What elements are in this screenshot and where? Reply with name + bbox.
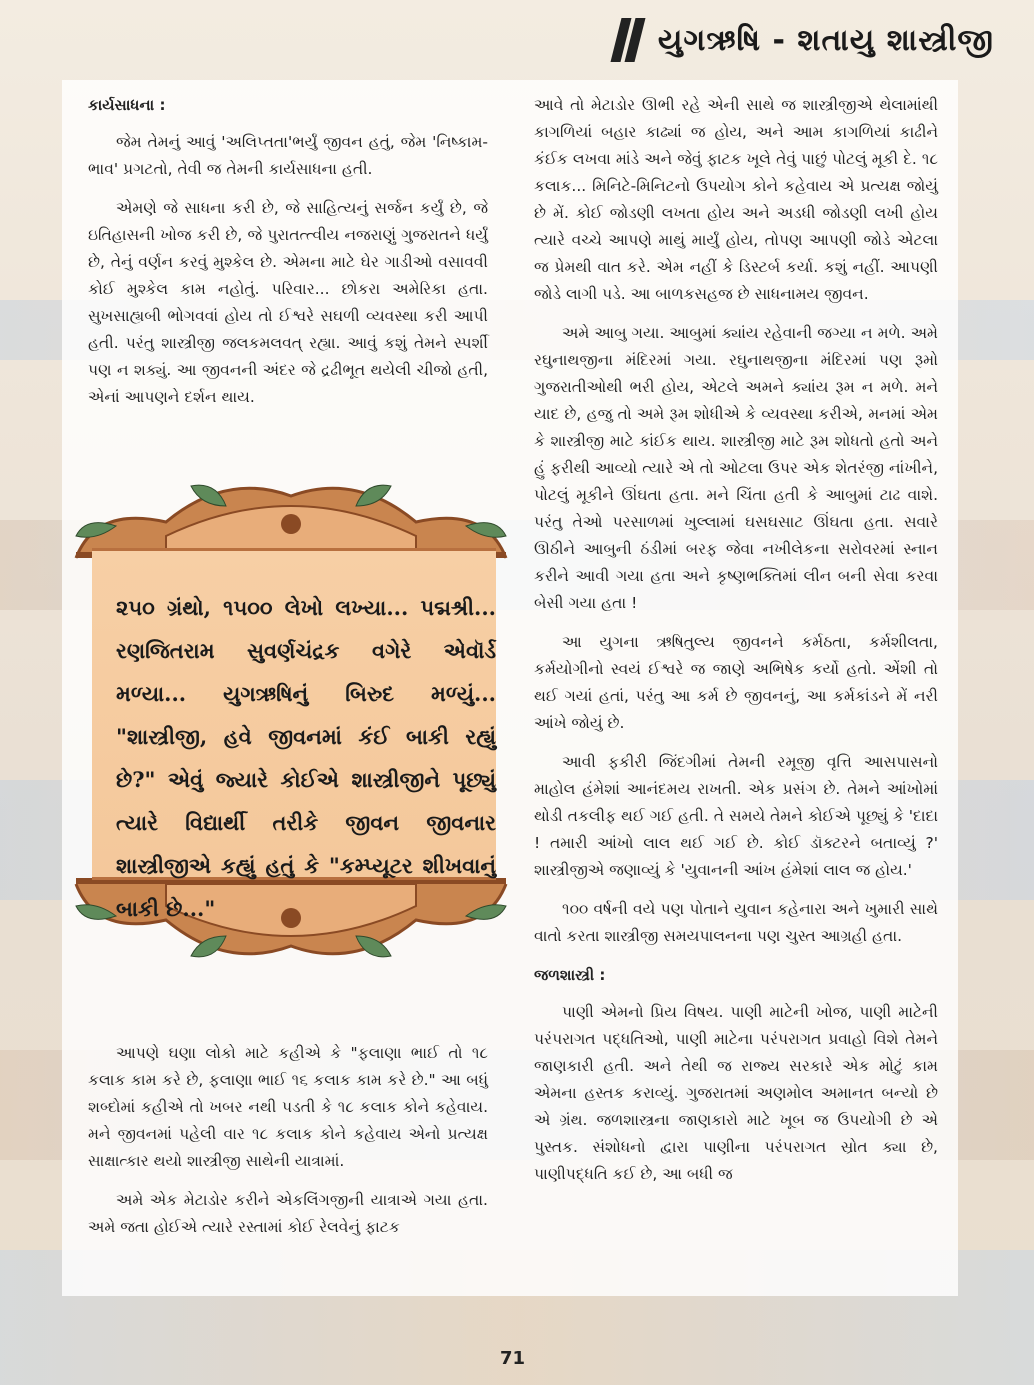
left-column-top <box>88 92 488 423</box>
page-header <box>616 12 994 68</box>
left-column-bottom <box>88 1040 488 1253</box>
paragraph: એમણે જે સાધના કરી છે, જે સાહિત્યનું સર્જન કર્યું છે, જે ઇતિહાસની ખોજ કરી છે, જે પુરાતત્ત્વીય નજરાણું ગુજરાતને ધર્યું છે, તેનું વર્ણન કરવું મુશ્કેલ છે. એમના માટે ઘેર ગાડીઓ વસાવવી કોઈ મુશ્કેલ કામ નહોતું. પરિવાર... છોકરા અમેરિકા હતા. સુખસાહ્યબી ભોગવવાં હોય તો ઈશ્વરે સઘળી વ્યવસ્થા કરી આપી હતી. પરંતુ શાસ્ત્રીજી જલકમલવત્ રહ્યા. આવું કશું તેમને સ્પર્શી પણ ન શક્યું. આ જીવનની અંદર જે દ્રઢીભૂત થયેલી ચીજો હતી, એનાં આપણને દર્શન થાય. <box>88 199 488 406</box>
paragraph: આપણે ઘણા લોકો માટે કહીએ કે "ફલાણા ભાઈ તો ૧૮ કલાક કામ કરે છે, ફલાણા ભાઈ ૧૬ કલાક કામ કરે છે." આ બધું શબ્દોમાં કહીએ તો ખબર નથી પડતી કે ૧૮ કલાક કોને કહેવાય. મને જીવનમાં પહેલી વાર ૧૮ કલાક કોને કહેવાય એનો પ્રત્યક્ષ સાક્ષાત્કાર થયો શાસ્ત્રીજી સાથેની યાત્રામાં. <box>88 1044 488 1170</box>
pull-quote-text: ૨૫૦ ગ્રંથો, ૧૫૦૦ લેખો લખ્યા... પદ્મશ્રી... રણજિતરામ સુવર્ણચંદ્રક વગેરે એવૉર્ડ મળ્યા... યુગઋષિનું બિરુદ મળ્યું... "શાસ્ત્રીજી, હવે જીવનમાં કંઈ બાકી રહ્યું છે?" એવું જ્યારે કોઈએ શાસ્ત્રીજીને પૂછ્યું ત્યારે વિદ્યાર્થી તરીકે જીવન જીવનાર શાસ્ત્રીજીએ કહ્યું હતું કે "કમ્પ્યૂટર શીખવાનું બાકી છે..." <box>116 595 496 921</box>
page-number: 71 <box>500 1348 526 1369</box>
top-center-knot <box>281 514 301 534</box>
right-column <box>534 92 938 1200</box>
header-title: યુગઋષિ - શતાયુ શાસ્ત્રીજી <box>657 22 994 58</box>
paragraph: આ યુગના ઋષિતુલ્ય જીવનને કર્મઠતા, કર્મશીલતા, કર્મયોગીનો સ્વયં ઈશ્વરે જ જાણે અભિષેક કર્યો હતો. એંશી તો થઈ ગયાં હતાં, પરંતુ આ કર્મ છે જીવનનું, આ કર્મકાંડને મેં નરી આંખે જોયું છે. <box>534 633 938 732</box>
section-heading-karyasadhana: કાર્યસાધના : <box>88 96 166 114</box>
paragraph: ૧૦૦ વર્ષની વયે પણ પોતાને યુવાન કહેનારા અને ખુમારી સાથે વાતો કરતા શાસ્ત્રીજી સમયપાલનના પણ ચુસ્ત આગ્રહી હતા. <box>534 900 938 945</box>
paragraph: જેમ તેમનું આવું 'અલિપ્તતા'ભર્યું જીવન હતું, જેમ 'નિષ્કામ-ભાવ' પ્રગટતો, તેવી જ તેમની કાર્યસાધના હતી. <box>88 133 488 178</box>
paragraph: આવી ફકીરી જિંદગીમાં તેમની રમૂજી વૃત્તિ આસપાસનો માહોલ હંમેશાં આનંદમય રાખતી. એક પ્રસંગ છે. તેમને આંખોમાં થોડી તકલીફ થઈ ગઈ હતી. તે સમયે તેમને કોઈએ પૂછ્યું કે 'દાદા ! તમારી આંખો લાલ થઈ ગઈ છે. કોઈ ડૉક્ટરને બતાવ્યું ?' શાસ્ત્રીજીએ જણાવ્યું કે 'યુવાનની આંખ હંમેશાં લાલ જ હોય.' <box>534 753 938 879</box>
paragraph: અમે એક મેટાડોર કરીને એકલિંગજીની યાત્રાએ ગયા હતા. અમે જતા હોઈએ ત્યારે રસ્તામાં કોઈ રેલવેનું ફાટક <box>88 1191 488 1236</box>
paragraph: આવે તો મેટાડોર ઊભી રહે એની સાથે જ શાસ્ત્રીજીએ થેલામાંથી કાગળિયાં બહાર કાઢ્યાં જ હોય, અને આમ કાગળિયાં કાઢીને કંઈક લખવા માંડે અને જેવું ફાટક ખૂલે તેવું પાછું પોટલું મૂકી દે. ૧૮ કલાક... મિનિટે-મિનિટનો ઉપયોગ કોને કહેવાય એ પ્રત્યક્ષ જોયું છે મેં. કોઈ જોડણી લખતા હોય અને અડધી જોડણી લખી હોય ત્યારે વચ્ચે આપણે માથું માર્યું હોય, તોપણ આપણી જોડે એટલા જ પ્રેમથી વાત કરે. એમ નહીં કે ડિસ્ટર્બ કર્યા. કશું નહીં. આપણી જોડે લાગી પડે. આ બાળકસહજ છે સાધનામય જીવન. <box>534 96 938 303</box>
header-bars-icon <box>616 18 640 62</box>
paragraph: અમે આબુ ગયા. આબુમાં ક્યાંય રહેવાની જગ્યા ન મળે. અમે રઘુનાથજીના મંદિરમાં ગયા. રઘુનાથજીના મંદિરમાં પણ રૂમો ગુજરાતીઓથી ભરી હોય, એટલે અમને ક્યાંય રૂમ ન મળે. મને યાદ છે, હજુ તો અમે રૂમ શોધીએ કે વ્યવસ્થા કરીએ, મનમાં એમ કે શાસ્ત્રીજી માટે કાંઈક થાય. શાસ્ત્રીજી માટે રૂમ શોધતો હતો અને હું ફરીથી આવ્યો ત્યારે એ તો ઓટલા ઉપર એક શેતરંજી નાંખીને, પોટલું મૂકીને ઊંઘતા હતા. મને ચિંતા હતી કે આબુમાં ટાઢ વાશે. પરંતુ તેઓ પરસાળમાં ખુલ્લામાં ઘસઘસાટ ઊંઘતા હતા. સવારે ઊઠીને આબુની ઠંડીમાં બરફ જેવા નખીલેકના સરોવરમાં સ્નાન કરીને આવી ગયા હતા અને કૃષ્ણભક્તિમાં લીન બની સેવા કરવા બેસી ગયા હતા ! <box>534 324 938 612</box>
paragraph: પાણી એમનો પ્રિય વિષય. પાણી માટેની ખોજ, પાણી માટેની પરંપરાગત પદ્ધતિઓ, પાણી માટેના પરંપરાગત પ્રવાહો વિશે તેમને જાણકારી હતી. અને તેથી જ રાજ્ય સરકારે એક મોટું કામ એમના હસ્તક કરાવ્યું. ગુજરાતમાં અણમોલ અમાનત બન્યો છે એ ગ્રંથ. જળશાસ્ત્રના જાણકારો માટે ખૂબ જ ઉપયોગી છે એ પુસ્તક. સંશોધનો દ્વારા પાણીના પરંપરાગત સ્રોત ક્યા છે, પાણીપદ્ધતિ કઈ છે, આ બધી જ <box>534 1003 938 1183</box>
section-heading-jalashastri: જળશાસ્ત્રી : <box>534 966 606 984</box>
